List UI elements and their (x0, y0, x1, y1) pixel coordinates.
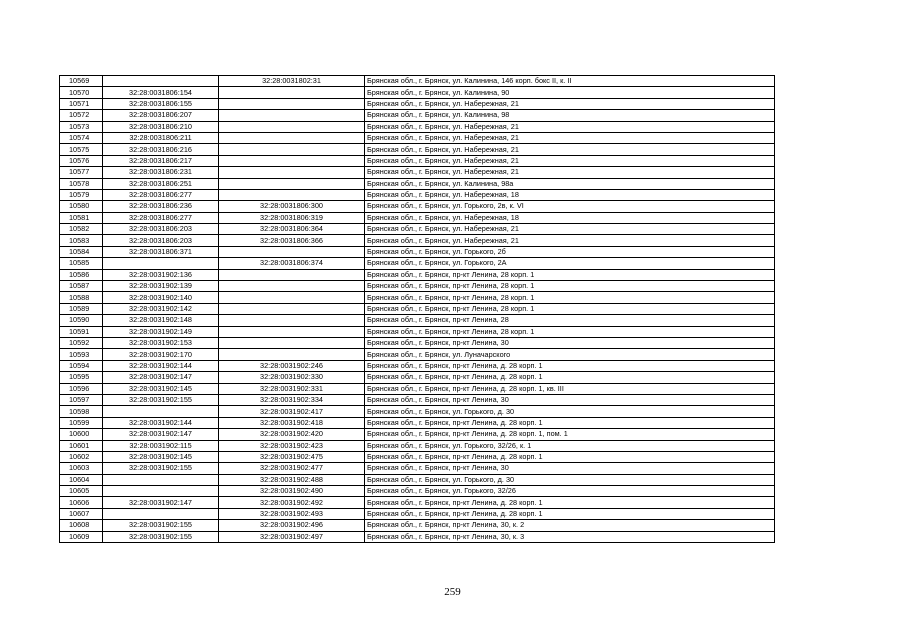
address: Брянская обл., г. Брянск, пр-кт Ленина, д. 28 корп. 1 (365, 417, 775, 428)
parcel-cadastral-number: 32:28:0031902:140 (103, 292, 219, 303)
table-row (60, 451, 775, 462)
address: Брянская обл., г. Брянск, пр-кт Ленина, д. 28 корп. 1 (365, 360, 775, 371)
object-cadastral-number (219, 269, 365, 280)
row-number: 10569 (60, 76, 103, 87)
parcel-cadastral-number: 32:28:0031806:231 (103, 167, 219, 178)
object-cadastral-number: 32:28:0031902:492 (219, 497, 365, 508)
parcel-cadastral-number (103, 76, 219, 87)
row-number: 10582 (60, 224, 103, 235)
table-row (60, 497, 775, 508)
parcel-cadastral-number (103, 486, 219, 497)
property-table-body (60, 76, 775, 543)
address: Брянская обл., г. Брянск, пр-кт Ленина, 30, к. 3 (365, 531, 775, 542)
object-cadastral-number: 32:28:0031902:330 (219, 372, 365, 383)
parcel-cadastral-number: 32:28:0031902:145 (103, 451, 219, 462)
table-row (60, 144, 775, 155)
address: Брянская обл., г. Брянск, ул. Горького, 2А (365, 258, 775, 269)
parcel-cadastral-number: 32:28:0031902:149 (103, 326, 219, 337)
object-cadastral-number: 32:28:0031806:366 (219, 235, 365, 246)
row-number: 10590 (60, 315, 103, 326)
table-row (60, 189, 775, 200)
table-row (60, 383, 775, 394)
object-cadastral-number (219, 246, 365, 257)
object-cadastral-number (219, 303, 365, 314)
object-cadastral-number: 32:28:0031902:331 (219, 383, 365, 394)
table-row (60, 360, 775, 371)
parcel-cadastral-number (103, 474, 219, 485)
row-number: 10595 (60, 372, 103, 383)
row-number: 10606 (60, 497, 103, 508)
address: Брянская обл., г. Брянск, ул. Набережная, 18 (365, 189, 775, 200)
parcel-cadastral-number: 32:28:0031806:155 (103, 98, 219, 109)
parcel-cadastral-number: 32:28:0031902:147 (103, 429, 219, 440)
row-number: 10576 (60, 155, 103, 166)
address: Брянская обл., г. Брянск, ул. Набережная, 21 (365, 144, 775, 155)
object-cadastral-number (219, 315, 365, 326)
address: Брянская обл., г. Брянск, пр-кт Ленина, 28 корп. 1 (365, 303, 775, 314)
table-row (60, 531, 775, 542)
address: Брянская обл., г. Брянск, ул. Калинина, 146 корп. бокс II, к. II (365, 76, 775, 87)
row-number: 10570 (60, 87, 103, 98)
address: Брянская обл., г. Брянск, пр-кт Ленина, д. 28 корп. 1 (365, 372, 775, 383)
row-number: 10609 (60, 531, 103, 542)
address: Брянская обл., г. Брянск, ул. Калинина, 90 (365, 87, 775, 98)
address: Брянская обл., г. Брянск, ул. Горького, д. 30 (365, 474, 775, 485)
object-cadastral-number (219, 281, 365, 292)
parcel-cadastral-number: 32:28:0031902:155 (103, 531, 219, 542)
table-row (60, 132, 775, 143)
address: Брянская обл., г. Брянск, ул. Горького, 2в, к. VI (365, 201, 775, 212)
table-row (60, 315, 775, 326)
address: Брянская обл., г. Брянск, пр-кт Ленина, д. 28 корп. 1, пом. 1 (365, 429, 775, 440)
object-cadastral-number: 32:28:0031806:374 (219, 258, 365, 269)
object-cadastral-number: 32:28:0031902:475 (219, 451, 365, 462)
table-row (60, 224, 775, 235)
table-row (60, 155, 775, 166)
object-cadastral-number (219, 132, 365, 143)
object-cadastral-number: 32:28:0031902:418 (219, 417, 365, 428)
parcel-cadastral-number: 32:28:0031902:147 (103, 497, 219, 508)
address: Брянская обл., г. Брянск, ул. Калинина, 98 (365, 110, 775, 121)
object-cadastral-number (219, 349, 365, 360)
object-cadastral-number: 32:28:0031902:496 (219, 520, 365, 531)
parcel-cadastral-number: 32:28:0031806:154 (103, 87, 219, 98)
table-row (60, 292, 775, 303)
object-cadastral-number (219, 189, 365, 200)
object-cadastral-number (219, 292, 365, 303)
table-row (60, 235, 775, 246)
parcel-cadastral-number: 32:28:0031902:155 (103, 394, 219, 405)
row-number: 10578 (60, 178, 103, 189)
address: Брянская обл., г. Брянск, пр-кт Ленина, 30, к. 2 (365, 520, 775, 531)
object-cadastral-number: 32:28:0031902:490 (219, 486, 365, 497)
address: Брянская обл., г. Брянск, ул. Набережная, 21 (365, 235, 775, 246)
parcel-cadastral-number: 32:28:0031902:139 (103, 281, 219, 292)
table-row (60, 281, 775, 292)
row-number: 10591 (60, 326, 103, 337)
object-cadastral-number: 32:28:0031902:493 (219, 508, 365, 519)
row-number: 10604 (60, 474, 103, 485)
table-row (60, 463, 775, 474)
parcel-cadastral-number: 32:28:0031902:142 (103, 303, 219, 314)
row-number: 10575 (60, 144, 103, 155)
parcel-cadastral-number: 32:28:0031902:144 (103, 360, 219, 371)
object-cadastral-number: 32:28:0031902:246 (219, 360, 365, 371)
address: Брянская обл., г. Брянск, пр-кт Ленина, д. 28 корп. 1 (365, 497, 775, 508)
parcel-cadastral-number (103, 258, 219, 269)
table-row (60, 201, 775, 212)
row-number: 10605 (60, 486, 103, 497)
address: Брянская обл., г. Брянск, пр-кт Ленина, д. 28 корп. 1, кв. III (365, 383, 775, 394)
parcel-cadastral-number: 32:28:0031902:148 (103, 315, 219, 326)
page-number: 259 (444, 586, 461, 598)
parcel-cadastral-number: 32:28:0031806:371 (103, 246, 219, 257)
table-row (60, 440, 775, 451)
address: Брянская обл., г. Брянск, пр-кт Ленина, 30 (365, 463, 775, 474)
row-number: 10603 (60, 463, 103, 474)
table-row (60, 246, 775, 257)
address: Брянская обл., г. Брянск, пр-кт Ленина, 30 (365, 394, 775, 405)
parcel-cadastral-number: 32:28:0031902:155 (103, 463, 219, 474)
row-number: 10584 (60, 246, 103, 257)
parcel-cadastral-number (103, 406, 219, 417)
object-cadastral-number (219, 98, 365, 109)
table-row (60, 98, 775, 109)
table-row (60, 212, 775, 223)
row-number: 10581 (60, 212, 103, 223)
table-row (60, 474, 775, 485)
object-cadastral-number (219, 326, 365, 337)
parcel-cadastral-number: 32:28:0031806:277 (103, 189, 219, 200)
object-cadastral-number (219, 144, 365, 155)
row-number: 10608 (60, 520, 103, 531)
table-row (60, 167, 775, 178)
table-row (60, 178, 775, 189)
parcel-cadastral-number: 32:28:0031806:211 (103, 132, 219, 143)
row-number: 10572 (60, 110, 103, 121)
table-row (60, 349, 775, 360)
parcel-cadastral-number: 32:28:0031806:203 (103, 235, 219, 246)
object-cadastral-number: 32:28:0031902:488 (219, 474, 365, 485)
address: Брянская обл., г. Брянск, пр-кт Ленина, 28 корп. 1 (365, 292, 775, 303)
parcel-cadastral-number: 32:28:0031902:136 (103, 269, 219, 280)
parcel-cadastral-number: 32:28:0031806:207 (103, 110, 219, 121)
row-number: 10588 (60, 292, 103, 303)
table-row (60, 269, 775, 280)
table-row (60, 303, 775, 314)
table-row (60, 417, 775, 428)
parcel-cadastral-number: 32:28:0031902:155 (103, 520, 219, 531)
address: Брянская обл., г. Брянск, ул. Набережная, 21 (365, 155, 775, 166)
address: Брянская обл., г. Брянск, ул. Набережная, 21 (365, 224, 775, 235)
address: Брянская обл., г. Брянск, пр-кт Ленина, д. 28 корп. 1 (365, 451, 775, 462)
row-number: 10600 (60, 429, 103, 440)
address: Брянская обл., г. Брянск, пр-кт Ленина, 28 (365, 315, 775, 326)
row-number: 10592 (60, 337, 103, 348)
table-row (60, 87, 775, 98)
parcel-cadastral-number: 32:28:0031806:216 (103, 144, 219, 155)
parcel-cadastral-number: 32:28:0031902:170 (103, 349, 219, 360)
object-cadastral-number: 32:28:0031902:420 (219, 429, 365, 440)
table-row (60, 429, 775, 440)
row-number: 10573 (60, 121, 103, 132)
address: Брянская обл., г. Брянск, ул. Набережная, 18 (365, 212, 775, 223)
parcel-cadastral-number: 32:28:0031902:144 (103, 417, 219, 428)
row-number: 10594 (60, 360, 103, 371)
parcel-cadastral-number: 32:28:0031806:277 (103, 212, 219, 223)
address: Брянская обл., г. Брянск, ул. Калинина, 98а (365, 178, 775, 189)
object-cadastral-number: 32:28:0031902:334 (219, 394, 365, 405)
object-cadastral-number (219, 110, 365, 121)
parcel-cadastral-number: 32:28:0031806:203 (103, 224, 219, 235)
address: Брянская обл., г. Брянск, ул. Горького, 32/26 (365, 486, 775, 497)
address: Брянская обл., г. Брянск, пр-кт Ленина, 28 корп. 1 (365, 326, 775, 337)
row-number: 10579 (60, 189, 103, 200)
row-number: 10580 (60, 201, 103, 212)
parcel-cadastral-number: 32:28:0031902:153 (103, 337, 219, 348)
table-row (60, 110, 775, 121)
address: Брянская обл., г. Брянск, ул. Набережная, 21 (365, 121, 775, 132)
address: Брянская обл., г. Брянск, ул. Горького, 32/26, к. 1 (365, 440, 775, 451)
row-number: 10586 (60, 269, 103, 280)
object-cadastral-number (219, 155, 365, 166)
address: Брянская обл., г. Брянск, пр-кт Ленина, 30 (365, 337, 775, 348)
parcel-cadastral-number: 32:28:0031806:251 (103, 178, 219, 189)
address: Брянская обл., г. Брянск, ул. Набережная, 21 (365, 167, 775, 178)
address: Брянская обл., г. Брянск, ул. Луначарского (365, 349, 775, 360)
row-number: 10574 (60, 132, 103, 143)
table-row (60, 394, 775, 405)
parcel-cadastral-number: 32:28:0031902:115 (103, 440, 219, 451)
row-number: 10593 (60, 349, 103, 360)
object-cadastral-number: 32:28:0031806:319 (219, 212, 365, 223)
table-row (60, 121, 775, 132)
row-number: 10587 (60, 281, 103, 292)
object-cadastral-number: 32:28:0031902:423 (219, 440, 365, 451)
row-number: 10602 (60, 451, 103, 462)
table-row (60, 406, 775, 417)
object-cadastral-number: 32:28:0031806:300 (219, 201, 365, 212)
row-number: 10596 (60, 383, 103, 394)
table-row (60, 337, 775, 348)
object-cadastral-number: 32:28:0031902:417 (219, 406, 365, 417)
row-number: 10577 (60, 167, 103, 178)
object-cadastral-number (219, 337, 365, 348)
row-number: 10583 (60, 235, 103, 246)
parcel-cadastral-number: 32:28:0031806:236 (103, 201, 219, 212)
object-cadastral-number (219, 121, 365, 132)
object-cadastral-number: 32:28:0031902:477 (219, 463, 365, 474)
row-number: 10598 (60, 406, 103, 417)
row-number: 10585 (60, 258, 103, 269)
address: Брянская обл., г. Брянск, ул. Горького, 2б (365, 246, 775, 257)
address: Брянская обл., г. Брянск, ул. Горького, д. 30 (365, 406, 775, 417)
table-row (60, 508, 775, 519)
row-number: 10601 (60, 440, 103, 451)
parcel-cadastral-number (103, 508, 219, 519)
address: Брянская обл., г. Брянск, ул. Набережная, 21 (365, 98, 775, 109)
parcel-cadastral-number: 32:28:0031806:217 (103, 155, 219, 166)
row-number: 10599 (60, 417, 103, 428)
table-row (60, 258, 775, 269)
address: Брянская обл., г. Брянск, ул. Набережная, 21 (365, 132, 775, 143)
table-row (60, 520, 775, 531)
object-cadastral-number: 32:28:0031806:364 (219, 224, 365, 235)
object-cadastral-number: 32:28:0031802:31 (219, 76, 365, 87)
object-cadastral-number (219, 178, 365, 189)
row-number: 10589 (60, 303, 103, 314)
address: Брянская обл., г. Брянск, пр-кт Ленина, д. 28 корп. 1 (365, 508, 775, 519)
row-number: 10597 (60, 394, 103, 405)
parcel-cadastral-number: 32:28:0031806:210 (103, 121, 219, 132)
property-table (59, 75, 775, 543)
parcel-cadastral-number: 32:28:0031902:147 (103, 372, 219, 383)
parcel-cadastral-number: 32:28:0031902:145 (103, 383, 219, 394)
table-row (60, 486, 775, 497)
object-cadastral-number: 32:28:0031902:497 (219, 531, 365, 542)
address: Брянская обл., г. Брянск, пр-кт Ленина, 28 корп. 1 (365, 269, 775, 280)
row-number: 10607 (60, 508, 103, 519)
object-cadastral-number (219, 87, 365, 98)
address: Брянская обл., г. Брянск, пр-кт Ленина, 28 корп. 1 (365, 281, 775, 292)
object-cadastral-number (219, 167, 365, 178)
table-row (60, 372, 775, 383)
row-number: 10571 (60, 98, 103, 109)
table-row (60, 76, 775, 87)
table-row (60, 326, 775, 337)
